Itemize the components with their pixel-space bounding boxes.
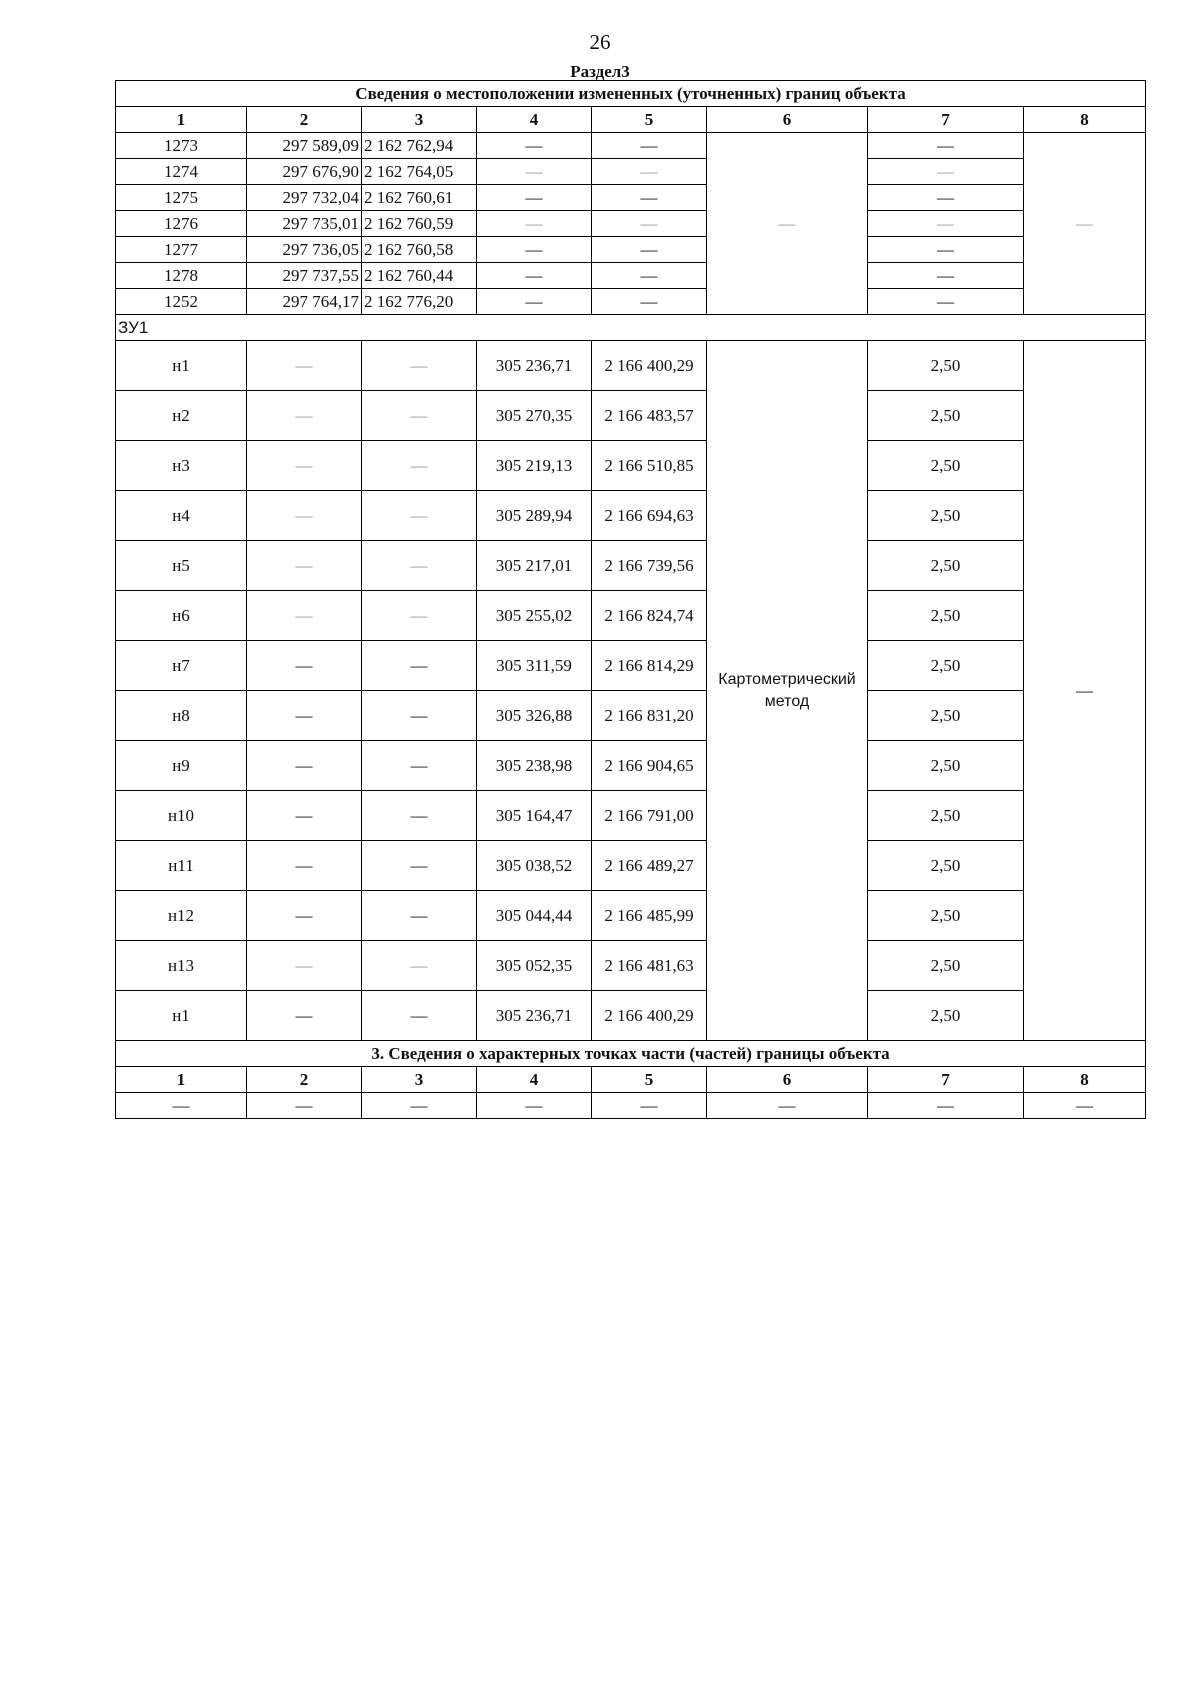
- coord-y: 2 166 400,29: [592, 991, 707, 1041]
- value-dash: —: [868, 159, 1024, 185]
- section-label: Раздел3: [570, 62, 630, 81]
- merged-description-dash: —: [1024, 341, 1146, 1041]
- accuracy-value: 2,50: [868, 841, 1024, 891]
- zu1-point-row: [116, 491, 1146, 541]
- zu1-point-row: [116, 941, 1146, 991]
- value-dash: —: [362, 1093, 477, 1119]
- coord-y: 2 166 483,57: [592, 391, 707, 441]
- value-dash: —: [477, 289, 592, 315]
- coord-x: 297 737,55: [247, 263, 362, 289]
- column-header-2: 2: [247, 107, 362, 133]
- coord-y: 2 162 776,20: [362, 289, 477, 315]
- merged-description-dash: —: [1024, 133, 1146, 315]
- point-number: 1275: [116, 185, 247, 211]
- value-dash: —: [247, 641, 362, 691]
- value-dash: —: [362, 441, 477, 491]
- value-dash: —: [477, 263, 592, 289]
- point-number: н3: [116, 441, 247, 491]
- column-header-8: 8: [1024, 107, 1146, 133]
- column-header-2: 2: [247, 1067, 362, 1093]
- value-dash: —: [868, 133, 1024, 159]
- coord-y: 2 166 510,85: [592, 441, 707, 491]
- value-dash: —: [868, 1093, 1024, 1119]
- accuracy-value: 2,50: [868, 991, 1024, 1041]
- value-dash: —: [868, 211, 1024, 237]
- header-row: [116, 107, 1146, 133]
- value-dash: —: [362, 991, 477, 1041]
- accuracy-value: 2,50: [868, 341, 1024, 391]
- value-dash: —: [362, 691, 477, 741]
- table-title-row: [116, 1041, 1146, 1067]
- zu1-point-row: [116, 691, 1146, 741]
- point-number: н13: [116, 941, 247, 991]
- coord-y: 2 166 904,65: [592, 741, 707, 791]
- coord-y: 2 162 760,58: [362, 237, 477, 263]
- value-dash: —: [592, 211, 707, 237]
- point-number: н7: [116, 641, 247, 691]
- value-dash: —: [247, 741, 362, 791]
- value-dash: —: [247, 541, 362, 591]
- point-number: н5: [116, 541, 247, 591]
- value-dash: —: [592, 237, 707, 263]
- coord-x: 305 236,71: [477, 341, 592, 391]
- value-dash: —: [247, 941, 362, 991]
- point-number: н9: [116, 741, 247, 791]
- parcel-label-row: [116, 315, 1146, 341]
- coord-x: 297 735,01: [247, 211, 362, 237]
- coord-x: 297 589,09: [247, 133, 362, 159]
- table-title: 3. Сведения о характерных точках части (частей) границы объекта: [116, 1041, 1146, 1067]
- coord-y: 2 166 481,63: [592, 941, 707, 991]
- zu1-point-row: [116, 841, 1146, 891]
- coord-x: 297 736,05: [247, 237, 362, 263]
- accuracy-value: 2,50: [868, 541, 1024, 591]
- value-dash: —: [592, 1093, 707, 1119]
- value-dash: —: [477, 133, 592, 159]
- zu1-point-row: [116, 641, 1146, 691]
- value-dash: —: [247, 441, 362, 491]
- value-dash: —: [868, 185, 1024, 211]
- point-number: 1278: [116, 263, 247, 289]
- column-header-3: 3: [362, 107, 477, 133]
- point-number: н11: [116, 841, 247, 891]
- coord-y: 2 166 400,29: [592, 341, 707, 391]
- column-header-1: 1: [116, 1067, 247, 1093]
- zu1-point-row: [116, 791, 1146, 841]
- coord-x: 305 217,01: [477, 541, 592, 591]
- value-dash: —: [362, 891, 477, 941]
- value-dash: —: [592, 289, 707, 315]
- empty-data-row: [116, 1093, 1146, 1119]
- value-dash: —: [362, 841, 477, 891]
- accuracy-value: 2,50: [868, 891, 1024, 941]
- value-dash: —: [362, 741, 477, 791]
- coord-x: 305 289,94: [477, 491, 592, 541]
- value-dash: —: [592, 133, 707, 159]
- boundary-table: [115, 80, 1146, 1119]
- value-dash: —: [247, 891, 362, 941]
- accuracy-value: 2,50: [868, 491, 1024, 541]
- coord-x: 297 732,04: [247, 185, 362, 211]
- point-number: н8: [116, 691, 247, 741]
- point-number: 1276: [116, 211, 247, 237]
- coord-y: 2 162 760,61: [362, 185, 477, 211]
- column-header-6: 6: [707, 107, 868, 133]
- value-dash: —: [592, 263, 707, 289]
- point-number: 1252: [116, 289, 247, 315]
- column-header-4: 4: [477, 107, 592, 133]
- page-number: 26: [589, 30, 611, 54]
- value-dash: —: [247, 791, 362, 841]
- coord-x: 305 238,98: [477, 741, 592, 791]
- coord-y: 2 166 485,99: [592, 891, 707, 941]
- point-row: [116, 185, 1146, 211]
- coord-x: 305 311,59: [477, 641, 592, 691]
- point-number: 1273: [116, 133, 247, 159]
- accuracy-value: 2,50: [868, 691, 1024, 741]
- point-number: н12: [116, 891, 247, 941]
- table-title: Сведения о местоположении измененных (уточненных) границ объекта: [116, 81, 1146, 107]
- point-number: н1: [116, 341, 247, 391]
- coord-y: 2 166 824,74: [592, 591, 707, 641]
- value-dash: —: [362, 941, 477, 991]
- value-dash: —: [1024, 1093, 1146, 1119]
- value-dash: —: [868, 263, 1024, 289]
- accuracy-value: 2,50: [868, 741, 1024, 791]
- value-dash: —: [477, 237, 592, 263]
- value-dash: —: [868, 289, 1024, 315]
- zu1-point-row: [116, 341, 1146, 391]
- column-header-4: 4: [477, 1067, 592, 1093]
- accuracy-value: 2,50: [868, 791, 1024, 841]
- column-header-5: 5: [592, 1067, 707, 1093]
- point-row: [116, 263, 1146, 289]
- zu1-point-row: [116, 741, 1146, 791]
- accuracy-value: 2,50: [868, 941, 1024, 991]
- coord-x: 305 164,47: [477, 791, 592, 841]
- point-row: [116, 159, 1146, 185]
- value-dash: —: [247, 991, 362, 1041]
- value-dash: —: [247, 491, 362, 541]
- accuracy-value: 2,50: [868, 591, 1024, 641]
- value-dash: —: [247, 591, 362, 641]
- coord-y: 2 162 760,59: [362, 211, 477, 237]
- accuracy-value: 2,50: [868, 441, 1024, 491]
- coord-x: 305 038,52: [477, 841, 592, 891]
- coord-y: 2 166 814,29: [592, 641, 707, 691]
- value-dash: —: [707, 1093, 868, 1119]
- value-dash: —: [247, 1093, 362, 1119]
- point-number: н4: [116, 491, 247, 541]
- zu1-point-row: [116, 991, 1146, 1041]
- table-title-row: [116, 81, 1146, 107]
- value-dash: —: [362, 341, 477, 391]
- point-row: [116, 237, 1146, 263]
- point-number: н1: [116, 991, 247, 1041]
- coord-y: 2 162 760,44: [362, 263, 477, 289]
- point-number: 1277: [116, 237, 247, 263]
- coord-x: 305 044,44: [477, 891, 592, 941]
- value-dash: —: [477, 211, 592, 237]
- coord-y: 2 166 831,20: [592, 691, 707, 741]
- value-dash: —: [592, 159, 707, 185]
- coord-x: 305 219,13: [477, 441, 592, 491]
- value-dash: —: [477, 1093, 592, 1119]
- coord-x: 297 764,17: [247, 289, 362, 315]
- value-dash: —: [477, 159, 592, 185]
- zu1-point-row: [116, 591, 1146, 641]
- merged-method-dash: —: [707, 133, 868, 315]
- point-number: 1274: [116, 159, 247, 185]
- coord-y: 2 166 791,00: [592, 791, 707, 841]
- value-dash: —: [362, 641, 477, 691]
- value-dash: —: [477, 185, 592, 211]
- accuracy-value: 2,50: [868, 391, 1024, 441]
- coord-y: 2 166 694,63: [592, 491, 707, 541]
- point-row: [116, 211, 1146, 237]
- coord-x: 297 676,90: [247, 159, 362, 185]
- zu1-point-row: [116, 541, 1146, 591]
- value-dash: —: [116, 1093, 247, 1119]
- value-dash: —: [868, 237, 1024, 263]
- coord-x: 305 255,02: [477, 591, 592, 641]
- coord-x: 305 236,71: [477, 991, 592, 1041]
- column-header-3: 3: [362, 1067, 477, 1093]
- point-number: н2: [116, 391, 247, 441]
- coord-y: 2 162 762,94: [362, 133, 477, 159]
- point-row: [116, 133, 1146, 159]
- coord-y: 2 166 489,27: [592, 841, 707, 891]
- column-header-5: 5: [592, 107, 707, 133]
- coord-y: 2 162 764,05: [362, 159, 477, 185]
- value-dash: —: [247, 391, 362, 441]
- zu1-point-row: [116, 891, 1146, 941]
- parcel-label: ЗУ1: [116, 315, 1146, 341]
- column-header-8: 8: [1024, 1067, 1146, 1093]
- coord-y: 2 166 739,56: [592, 541, 707, 591]
- column-header-7: 7: [868, 107, 1024, 133]
- value-dash: —: [247, 691, 362, 741]
- method-cell: Картометрический метод: [707, 341, 868, 1041]
- coord-x: 305 326,88: [477, 691, 592, 741]
- value-dash: —: [362, 591, 477, 641]
- value-dash: —: [247, 341, 362, 391]
- value-dash: —: [362, 491, 477, 541]
- value-dash: —: [247, 841, 362, 891]
- value-dash: —: [362, 791, 477, 841]
- value-dash: —: [592, 185, 707, 211]
- accuracy-value: 2,50: [868, 641, 1024, 691]
- coord-x: 305 270,35: [477, 391, 592, 441]
- column-header-7: 7: [868, 1067, 1024, 1093]
- column-header-6: 6: [707, 1067, 868, 1093]
- point-number: н10: [116, 791, 247, 841]
- zu1-point-row: [116, 391, 1146, 441]
- header-row: [116, 1067, 1146, 1093]
- point-row: [116, 289, 1146, 315]
- coord-x: 305 052,35: [477, 941, 592, 991]
- value-dash: —: [362, 541, 477, 591]
- column-header-1: 1: [116, 107, 247, 133]
- value-dash: —: [362, 391, 477, 441]
- zu1-point-row: [116, 441, 1146, 491]
- point-number: н6: [116, 591, 247, 641]
